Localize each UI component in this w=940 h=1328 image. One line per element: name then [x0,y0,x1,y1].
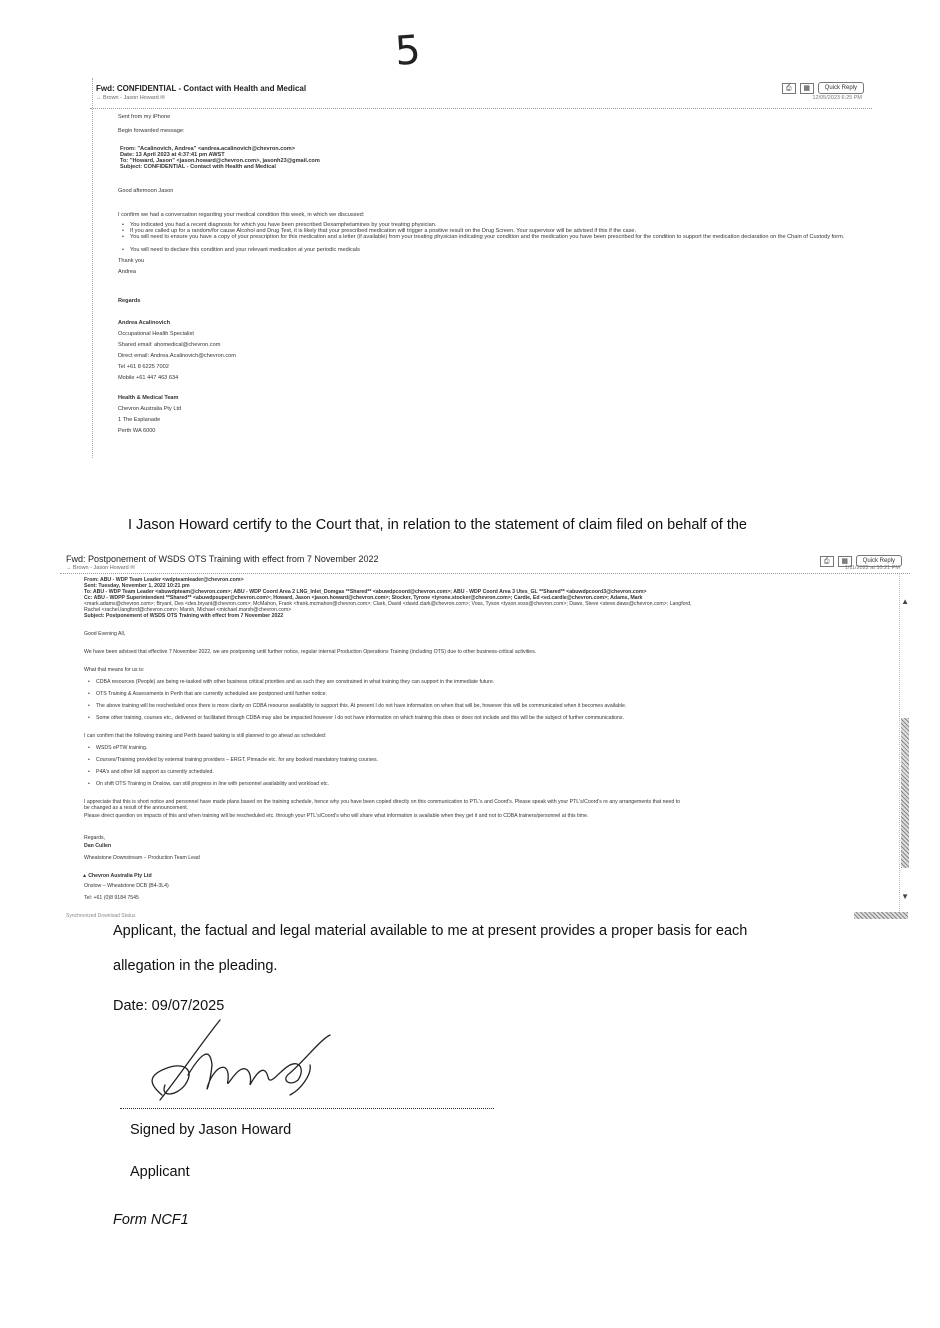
hdr-subject: Subject: Postponement of WSDS OTS Training with effect from 7 November 2022 [84,613,284,619]
sig-shared-email: Shared email: ahomedical@chevron.com [118,342,221,348]
hdr-to: To: ABU - WDP Team Leader <abuwdpteam@chevron.com>; ABU - WDP Coord Area 2 LNG_Inlet_Domgas **Shared** <abuwdpcoord@chevron.com>; ABU - WDP Coord Area 3 Utes_GL **Shared** <abuwdpcoord3@chevron.com> [84,589,647,595]
list-item: • CDBA resources (People) are being re-tasked with other business critical priorities and as such they are constrained in what training they can support in the immediate future. [96,679,494,685]
sig-company [82,873,152,879]
list-item: • WSDS ePTW training. [96,745,147,751]
hdr-from: From: ABU - WDP Team Leader <wdpteamleader@chevron.com> [84,577,244,583]
sig-title: Wheatstone Downstream – Production Team Lead [84,855,200,861]
list-item: • You will need to declare this condition and your relevant medication at your periodic medicals [130,247,360,253]
sig-company: Chevron Australia Pty Ltd [118,406,182,412]
list-item: • You indicated you had a recent diagnosis for which you have been prescribed Dexamphetamines by your treating physician. [130,222,436,228]
scroll-up-icon[interactable]: ▲ [901,597,909,606]
certify-statement: I Jason Howard certify to the Court that, in relation to the statement of claim filed on behalf of the [128,517,747,533]
email-subject: Fwd: Postponement of WSDS OTS Training with effect from 7 November 2022 [66,554,379,564]
email-header [60,551,910,574]
sig-title: Occupational Health Specialist [118,331,194,337]
list-item: • On shift OTS Training in Onslow, can still progress in line with personnel availability and workload etc. [96,781,329,787]
list-item: • If you are called up for a random/for cause Alcohol and Drug Test, it is likely that your prescribed medication will trigger a positive result on the Drug Screen. Your supervisor will be advised if this if the case. [130,228,636,234]
appreciate-cont: be changed as a result of the announcement. [84,805,189,811]
greeting: Good afternoon Jason [118,188,174,194]
sig-onslow: Onslow – Wheatstone DCB (B4-3L4) [84,883,169,889]
email-from: → Brown - Jason Howard ✉ [66,565,135,571]
sig-tel: Tel: +61 (0)8 9184 7545 [84,895,139,901]
direct: Please direct question on impacts of this and when training will be rescheduled etc. through your PTL's/Coord's who will share what information is available when they get it and not to CDBA trainers/personnel at this time. [84,813,589,819]
greeting: Good Evening All, [84,631,126,637]
handwritten-signature [140,1015,340,1105]
fwd-to: To: "Howard, Jason" <jason.howard@chevron.com>, jasonh23@gmail.com [120,158,320,164]
fwd-from: From: "Acalinovich, Andrea" <andrea.acalinovich@chevron.com> [120,146,295,152]
vertical-scrollbar[interactable] [899,573,910,913]
email-date: 1/11/2022 at 10:21 PM [844,565,900,571]
sig-name: Andrea Acalinovich [118,320,171,326]
what-means: What that means for us is: [84,667,145,673]
hdr-cc: Cc: ABU - WDPP Superintendent **Shared** <abuwdpsuper@chevron.com>; Howard, Jason <jason.howard@chevron.com>; Stocker, Tyrone <tyrone.stocker@chevron.com>; Cardie, Ed <ed.cardie@chevron.com>; Adams, Mark [84,595,643,601]
calendar-icon[interactable]: ▦ [800,83,814,94]
declaration-line-1: Applicant, the factual and legal material available to me at present provides a proper basis for each [113,923,748,939]
email-actions [782,82,864,94]
list-item: • Some other training, courses etc., delivered or facilitated through CDBA may also be impacted however I do not have information on which training this does or does not include and this will be the subject of further communications. [96,715,624,721]
print-icon[interactable]: ⎙ [820,556,834,567]
confirm: I can confirm that the following training and Perth based tasking is still planned to go ahead as scheduled: [84,733,327,739]
form-label: Form NCF1 [113,1212,189,1228]
intro: I confirm we had a conversation regarding your medical condition this week, in which we discussed: [118,212,365,218]
begin-forwarded: Begin forwarded message: [118,128,185,134]
status-bar: Synchronized Download Status [66,913,136,919]
declaration-line-2: allegation in the pleading. [113,958,278,974]
signoff: Andrea [118,269,137,275]
sig-address1: 1 The Esplanade [118,417,161,423]
list-item: • Courses/Training provided by external training providers – ERGT, Pinnacle etc. for any booked mandatory training courses. [96,757,378,763]
list-item: • P4A's and other kill support as currently scheduled. [96,769,214,775]
sent-from: Sent from my iPhone [118,114,171,120]
scroll-thumb[interactable] [901,718,909,868]
sig-team: Health & Medical Team [118,395,179,401]
scroll-down-icon[interactable]: ▼ [901,892,909,901]
sig-name: Dan Cullen [84,843,112,849]
email-actions [820,555,902,567]
thanks: Thank you [118,258,145,264]
email-header [90,78,872,109]
print-icon[interactable]: ⎙ [782,83,796,94]
signed-by: Signed by Jason Howard [130,1122,292,1138]
sig-company-name: Chevron Australia Pty Ltd [88,873,152,879]
email-subject: Fwd: CONFIDENTIAL - Contact with Health and Medical [96,84,307,93]
quick-reply-button[interactable]: Quick Reply [818,82,864,94]
regards: Regards, [84,835,106,841]
sig-tel: Tel +61 8 6225 7002 [118,364,169,370]
applicant-label: Applicant [130,1164,190,1180]
sig-address2: Perth WA 6000 [118,428,156,434]
fwd-subject: Subject: CONFIDENTIAL - Contact with Health and Medical [120,164,276,170]
email-date: 12/05/2023 6:25 PM [812,95,862,101]
page-number: 5 [393,27,423,75]
hdr-cc-cont: Rachel <rachel.langford@chevron.com>; Marsh, Michael <michael.marsh@chevron.com> [84,607,292,613]
list-item: • OTS Training & Assessments in Perth that are currently scheduled are postponed until further notice. [96,691,327,697]
sig-direct-email[interactable]: Direct email: Andrea.Acalinovich@chevron.com [118,353,236,359]
horizontal-scrollbar[interactable] [854,912,908,919]
sig-mobile: Mobile +61 447 463 634 [118,375,179,381]
regards: Regards [118,298,141,304]
list-item: • The above training will be rescheduled once there is more clarity on CDBA resource availability to support this. At present I do not have information on when that will be, however this will be communicated when it becomes available. [96,703,626,709]
list-item: • You will need to ensure you have a copy of your prescription for this medication and a letter (if available) from your treating physician indicating your condition and the medication you have been prescribed for the condition to support the medication declaration on the Chain of Custody form. [130,234,850,240]
hdr-cc-cont: <mark.adams@chevron.com>; Bryant, Des <des.bryant@chevron.com>; McMahon, Frank <frank.mcmahon@chevron.com>; Clark, David <david.clark@chevron.com>; Voss, Tyson <tyson.voss@chevron.com>; Daws, Steve <steve.daws@chevron.com>; Langford, [84,601,692,607]
divider [92,78,93,458]
email-from: → Brown - Jason Howard ✉ [96,95,165,101]
fwd-date: Date: 13 April 2023 at 4:37:41 pm AWST [120,152,225,158]
signature-line [120,1108,494,1109]
calendar-icon[interactable]: ▦ [838,556,852,567]
para1: We have been advised that effective 7 November 2022, we are postponing until further notice, regular internal Production Operations Training (including OTS) due to other business-critical activities. [84,649,537,655]
date-line: Date: 09/07/2025 [113,998,225,1014]
email-screenshot-health-medical [90,78,872,458]
quick-reply-button[interactable]: Quick Reply [856,555,902,567]
email-screenshot-training-postponement [60,551,910,919]
chevron-logo-icon: ▲ [82,873,89,879]
hdr-sent: Sent: Tuesday, November 1, 2022 10:21 pm [84,583,190,589]
appreciate: I appreciate that this is short notice and personnel have made plans based on the training schedule, hence why you have been copied directly on this communication to PTL's and Coord's. Please speak with your PTL's/Coord's re any arrangements that need to [84,799,680,805]
